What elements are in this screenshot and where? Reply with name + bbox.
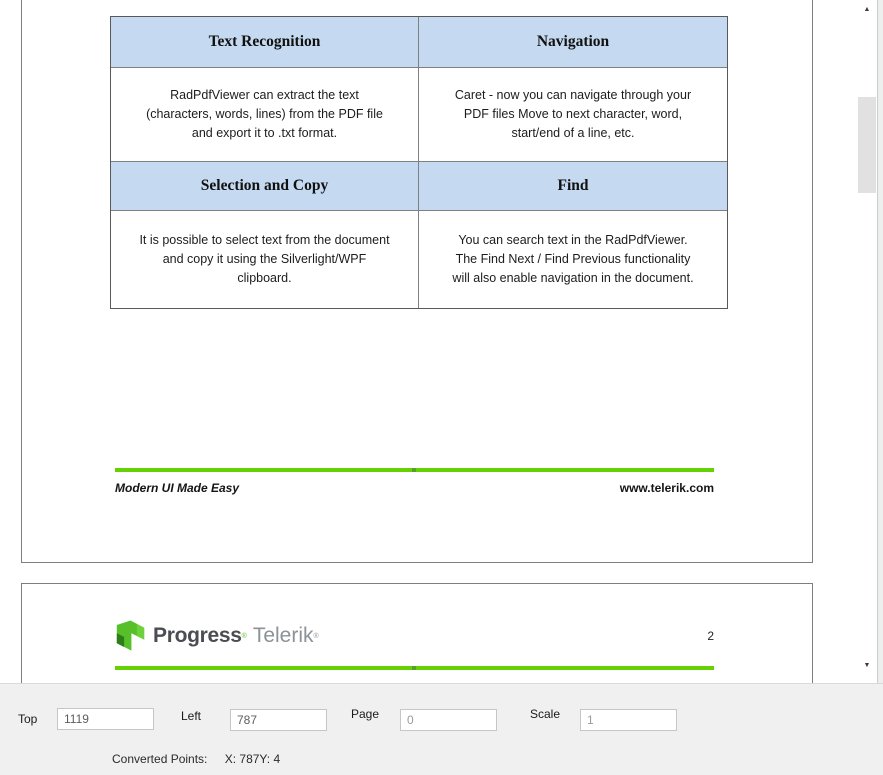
- registered-trademark-icon: ®: [313, 632, 319, 640]
- progress-logo-icon: [115, 620, 146, 652]
- scale-label: Scale: [530, 707, 561, 721]
- telerik-wordmark: Telerik: [252, 624, 314, 647]
- table-body-cell: RadPdfViewer can extract the text (characters, words, lines) from the PDF file and export it to .txt format.: [111, 68, 419, 162]
- table-body-cell: Caret - now you can navigate through your PDF files Move to next character, word, start/end of a line, etc.: [419, 68, 727, 162]
- converted-points-value: X: 787Y: 4: [224, 752, 281, 766]
- position-controls-panel: [0, 683, 883, 775]
- table-header-cell: Text Recognition: [111, 17, 419, 68]
- footer-tagline: Modern UI Made Easy: [115, 481, 240, 495]
- scroll-up-button[interactable]: [858, 2, 876, 16]
- divider-seam: [412, 666, 416, 670]
- page2-divider-line: [115, 666, 714, 670]
- divider-seam: [412, 468, 416, 472]
- features-table: [110, 16, 728, 309]
- scroll-down-button[interactable]: [858, 658, 876, 672]
- converted-points-row: [112, 752, 280, 766]
- page-label: Page: [351, 707, 380, 721]
- chevron-down-icon: ▼: [863, 661, 871, 669]
- table-header-cell: Find: [419, 162, 727, 211]
- window-edge-strip: [877, 0, 883, 683]
- table-body-cell: You can search text in the RadPdfViewer. The Find Next / Find Previous functionality will also enable navigation in the document.: [452, 233, 694, 285]
- table-header-cell: Selection and Copy: [111, 162, 419, 211]
- page-number: 2: [707, 629, 714, 643]
- converted-points-label: Converted Points:: [112, 752, 208, 766]
- scale-input[interactable]: [580, 709, 677, 731]
- footer-website-text: www.telerik.com: [619, 481, 714, 495]
- progress-wordmark: Progress: [153, 624, 242, 647]
- scrollbar-thumb[interactable]: [858, 97, 876, 193]
- page2-header: [115, 619, 714, 653]
- left-input[interactable]: [230, 709, 327, 731]
- footer-divider-line: [115, 468, 714, 472]
- table-body-cell: It is possible to select text from the document and copy it using the Silverlight/WPF clipboard.: [111, 211, 419, 308]
- page1-footer: [115, 481, 714, 495]
- top-label: Top: [18, 712, 38, 726]
- chevron-up-icon: ▲: [863, 5, 871, 13]
- left-label: Left: [181, 709, 202, 723]
- registered-trademark-icon: ®: [241, 632, 247, 640]
- page-input[interactable]: [400, 709, 497, 731]
- top-input[interactable]: [57, 708, 154, 730]
- table-header-cell: Navigation: [419, 17, 727, 68]
